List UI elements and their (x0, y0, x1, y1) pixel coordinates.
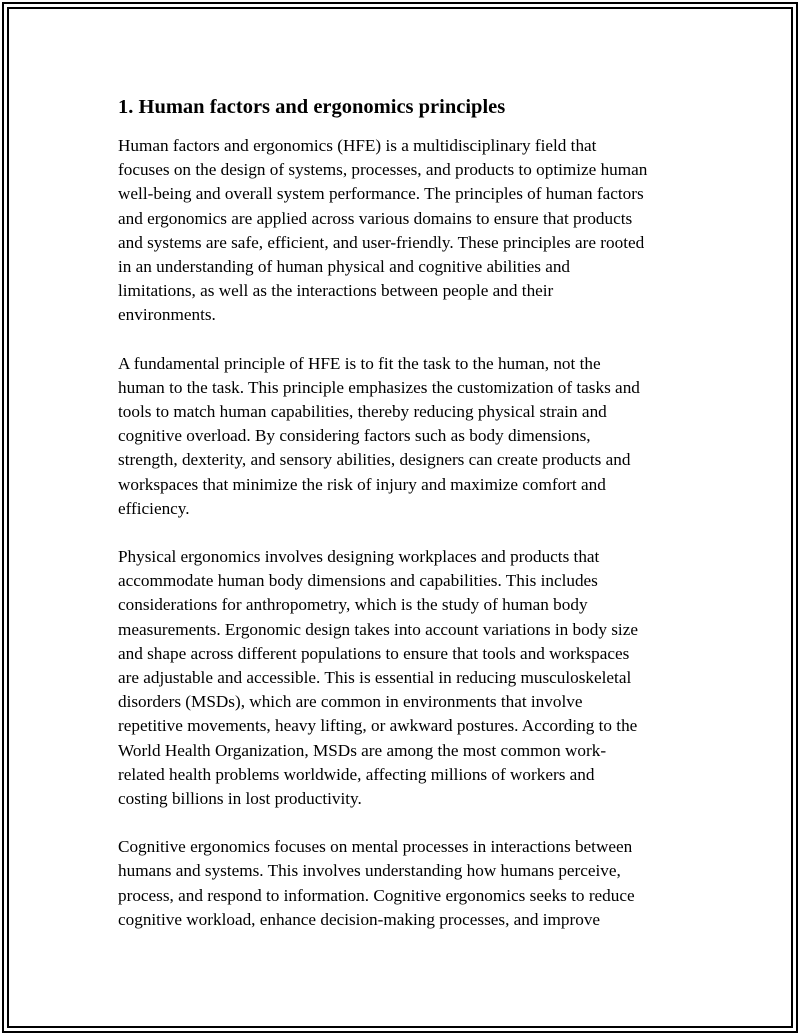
text-line: environments. (118, 305, 216, 325)
text-line: humans and systems. This involves understanding how humans perceive, (118, 861, 621, 881)
text-line: human to the task. This principle emphasizes the customization of tasks and (118, 377, 640, 397)
text-line: and ergonomics are applied across various domains to ensure that products (118, 208, 633, 228)
text-line: costing billions in lost productivity. (118, 789, 362, 809)
text-line: accommodate human body dimensions and capabilities. This includes (118, 571, 598, 591)
text-line: and systems are safe, efficient, and user-friendly. These principles are rooted (118, 232, 645, 252)
text-line: tools to match human capabilities, thereby reducing physical strain and (118, 402, 607, 422)
paragraph-cognitive-ergonomics (118, 835, 693, 932)
text-line: disorders (MSDs), which are common in environments that involve (118, 692, 583, 712)
text-line: repetitive movements, heavy lifting, or awkward postures. According to the (118, 716, 638, 736)
text-line: in an understanding of human physical and cognitive abilities and (118, 257, 571, 277)
document-body (118, 94, 693, 956)
text-line: Physical ergonomics involves designing workplaces and products that (118, 547, 600, 567)
paragraph-fit-task-principle (118, 352, 693, 521)
text-line: World Health Organization, MSDs are among the most common work- (118, 740, 607, 760)
text-line: related health problems worldwide, affecting millions of workers and (118, 764, 595, 784)
text-line: and shape across different populations to ensure that tools and workspaces (118, 643, 630, 663)
section-heading: 1. Human factors and ergonomics principles (118, 96, 506, 118)
paragraph-physical-ergonomics (118, 545, 693, 811)
paragraph-hfe-definition (118, 134, 693, 328)
text-line: Human factors and ergonomics (HFE) is a multidisciplinary field that (118, 136, 597, 155)
text-line: cognitive overload. By considering factors such as body dimensions, (118, 426, 591, 446)
text-line: workspaces that minimize the risk of injury and maximize comfort and (118, 474, 606, 494)
text-line: Cognitive ergonomics focuses on mental processes in interactions between (118, 837, 633, 857)
text-line: considerations for anthropometry, which is the study of human body (118, 595, 588, 615)
text-line: are adjustable and accessible. This is essential in reducing musculoskeletal (118, 668, 632, 688)
text-line: efficiency. (118, 498, 190, 518)
text-line: focuses on the design of systems, processes, and products to optimize human (118, 160, 648, 180)
text-line: well-being and overall system performance. The principles of human factors (118, 184, 644, 204)
text-line: cognitive workload, enhance decision-making processes, and improve (118, 909, 601, 929)
text-line: strength, dexterity, and sensory abilities, designers can create products and (118, 450, 631, 470)
text-line: process, and respond to information. Cognitive ergonomics seeks to reduce (118, 885, 635, 905)
text-line: A fundamental principle of HFE is to fit the task to the human, not the (118, 353, 601, 373)
text-line: limitations, as well as the interactions between people and their (118, 281, 554, 301)
text-line: measurements. Ergonomic design takes into account variations in body size (118, 619, 638, 639)
